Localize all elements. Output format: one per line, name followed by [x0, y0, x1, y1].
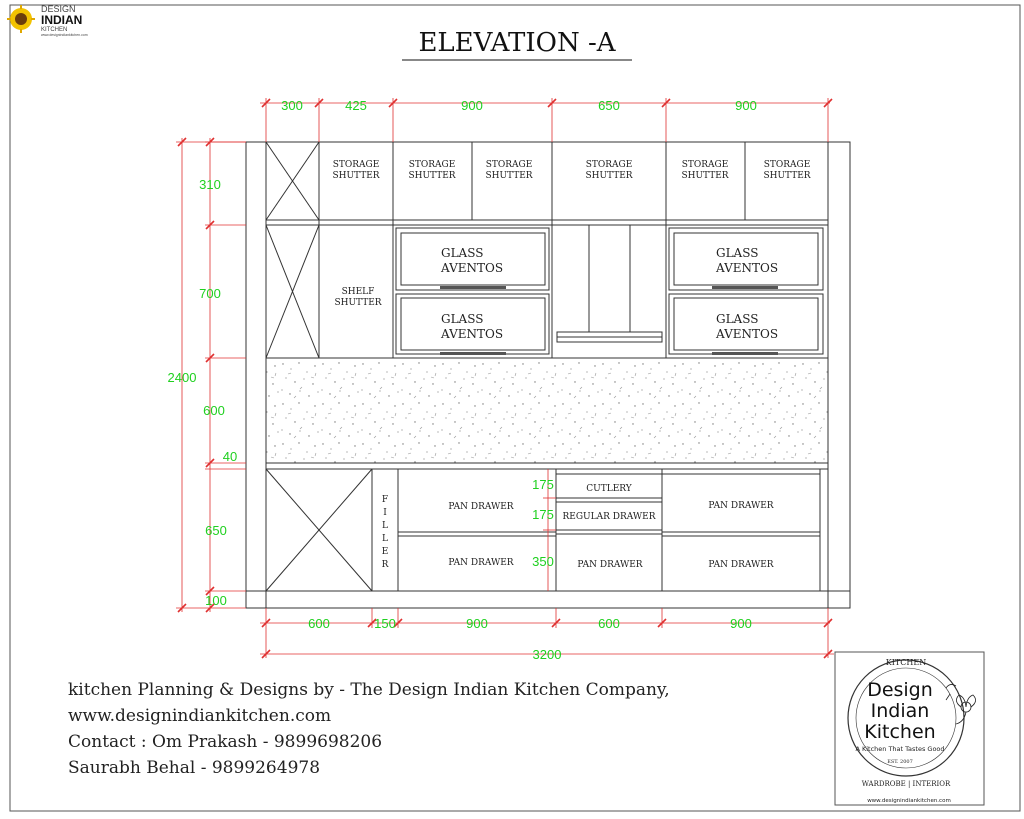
dim-left: 40: [222, 449, 238, 464]
storage-shutter-label: STORAGE: [763, 160, 811, 170]
pan-drawer-label: PAN DRAWER: [577, 560, 643, 570]
stamp-bottom: WARDROBE | INTERIOR: [861, 780, 951, 788]
stamp-name: Design: [867, 679, 933, 701]
svg-text:F: F: [381, 495, 389, 505]
stamp-name: Indian: [870, 700, 930, 722]
dim-top: 650: [598, 98, 620, 113]
credit-line-website[interactable]: www.designindiankitchen.com: [68, 706, 332, 726]
filler-label: [382, 495, 389, 570]
storage-shutter-label: STORAGE: [332, 160, 380, 170]
logo-url: www.designindiankitchen.com: [41, 33, 88, 37]
top-logo: [7, 4, 88, 37]
svg-text:I: I: [383, 508, 387, 518]
glass-aventos-label: AVENTOS: [441, 327, 504, 341]
dim-drawer: 175: [532, 477, 554, 492]
dim-drawer: 175: [532, 507, 554, 522]
storage-shutter-label: STORAGE: [585, 160, 633, 170]
logo-line-2: INDIAN: [41, 13, 83, 27]
pan-drawer-label: PAN DRAWER: [708, 501, 774, 511]
storage-shutter-label: SHUTTER: [485, 171, 533, 181]
storage-shutter-label: STORAGE: [485, 160, 533, 170]
glass-aventos-label: AVENTOS: [716, 261, 779, 275]
glass-aventos-label: AVENTOS: [441, 261, 504, 275]
dim-bottom: 900: [466, 616, 488, 631]
storage-shutter-label: SHUTTER: [681, 171, 729, 181]
cutlery-label: CUTLERY: [586, 484, 632, 494]
glass-aventos-label: GLASS: [441, 312, 484, 326]
pan-drawer-label: PAN DRAWER: [448, 558, 514, 568]
stamp-est: EST. 2007: [887, 759, 913, 765]
drawing-title: ELEVATION -A: [418, 28, 616, 58]
glass-aventos-label: GLASS: [441, 246, 484, 260]
dim-top: 300: [281, 98, 303, 113]
stamp-top: KITCHEN: [885, 658, 927, 667]
dim-left: 700: [199, 286, 221, 301]
dim-top: 425: [345, 98, 367, 113]
sunflower-icon: [7, 5, 35, 33]
glass-aventos-label: GLASS: [716, 246, 759, 260]
dim-left: 600: [203, 403, 225, 418]
drawer-labels: [448, 484, 773, 570]
dim-left: 650: [205, 523, 227, 538]
dim-overall-width: 3200: [532, 647, 562, 662]
dim-drawer: 350: [532, 554, 554, 569]
dim-top: 900: [735, 98, 757, 113]
svg-text:L: L: [382, 521, 388, 531]
glass-aventos-label: GLASS: [716, 312, 759, 326]
shelf-shutter-label: SHELF: [341, 287, 375, 297]
pan-drawer-label: PAN DRAWER: [448, 502, 514, 512]
credit-line-contact: Contact : Om Prakash - 9899698206: [68, 732, 383, 752]
stamp-url: www.designindiankitchen.com: [867, 798, 951, 804]
dim-left: 100: [205, 593, 227, 608]
storage-shutter-label: STORAGE: [408, 160, 456, 170]
dim-bottom: 600: [308, 616, 330, 631]
dim-left: 310: [199, 177, 221, 192]
logo-line-3: KITCHEN: [41, 27, 68, 33]
glass-aventos-label: AVENTOS: [716, 327, 779, 341]
storage-shutter-label: SHUTTER: [763, 171, 811, 181]
storage-shutter-label: SHUTTER: [332, 171, 380, 181]
backsplash-granite: [266, 358, 828, 463]
shelf-shutter-label: SHUTTER: [334, 298, 382, 308]
credit-line-contact-2: Saurabh Behal - 9899264978: [68, 758, 321, 778]
storage-shutter-label: SHUTTER: [585, 171, 633, 181]
stamp-name: Kitchen: [864, 721, 936, 743]
svg-text:L: L: [382, 534, 388, 544]
storage-shutter-label: STORAGE: [681, 160, 729, 170]
company-stamp: [835, 652, 984, 805]
cabinet-labels: [332, 160, 810, 308]
credit-line-company: kitchen Planning & Designs by - The Design Indian Kitchen Company,: [68, 680, 670, 700]
dim-overall-height: 2400: [167, 370, 197, 385]
svg-text:E: E: [381, 547, 389, 557]
logo-line-1: DESIGN: [41, 4, 76, 14]
dim-bottom: 150: [374, 616, 396, 631]
dim-bottom: 900: [730, 616, 752, 631]
svg-text:R: R: [381, 560, 389, 570]
pan-drawer-label: PAN DRAWER: [708, 560, 774, 570]
stamp-tagline: A Kitchen That Tastes Good: [855, 745, 945, 753]
regular-drawer-label: REGULAR DRAWER: [562, 512, 656, 522]
dim-bottom: 600: [598, 616, 620, 631]
storage-shutter-label: SHUTTER: [408, 171, 456, 181]
dim-top: 900: [461, 98, 483, 113]
